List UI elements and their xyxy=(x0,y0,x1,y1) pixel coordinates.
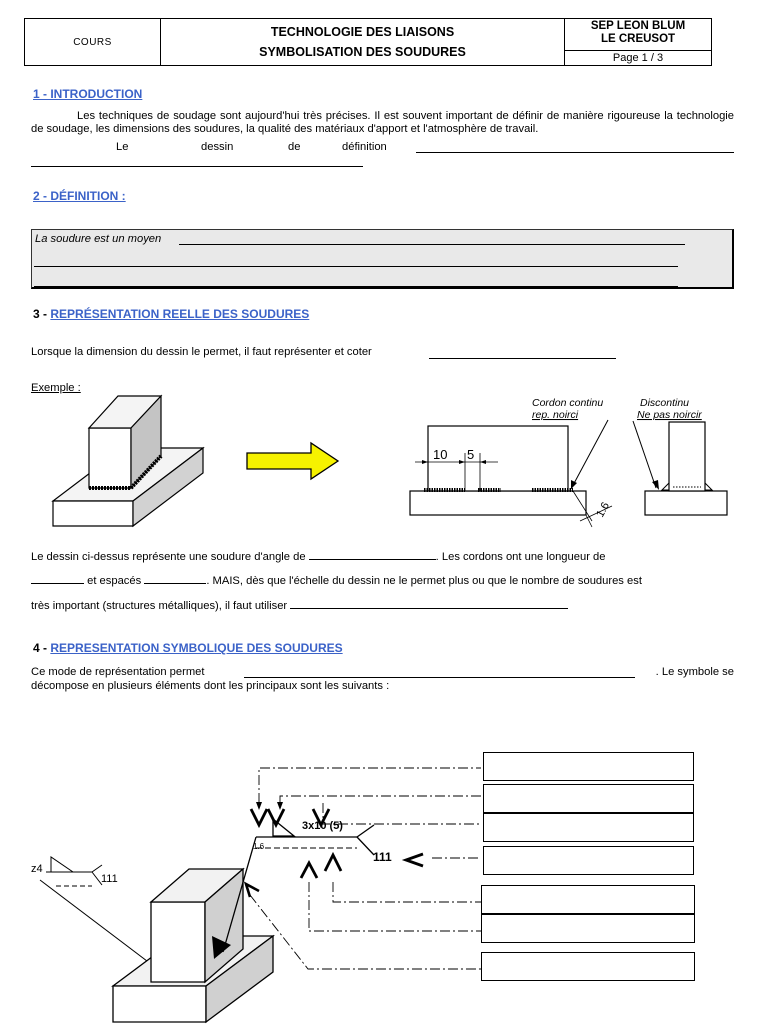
section-1-blank-line xyxy=(31,141,734,154)
word-le: Le xyxy=(116,141,129,153)
word-definition: définition xyxy=(342,141,387,153)
title-line-1: TECHNOLOGIE DES LIAISONS xyxy=(270,25,455,39)
example-label: Exemple : xyxy=(31,382,81,394)
doc-type: COURS xyxy=(25,19,161,65)
label-111: 111 xyxy=(373,850,392,864)
school-line-2: LE CREUSOT xyxy=(600,33,676,45)
label-z4: z4 xyxy=(31,863,43,875)
section-2-heading: 2 - DÉFINITION : xyxy=(33,189,126,203)
dim-5: 5 xyxy=(467,447,475,462)
section-3-blank xyxy=(429,358,616,359)
label-discontinu: Discontinu xyxy=(640,397,690,409)
s4-blank xyxy=(244,677,635,678)
dim-10: 10 xyxy=(433,447,448,462)
iso-weld-figure xyxy=(50,390,210,530)
label-ne-pas-noircir: Ne pas noircir xyxy=(637,409,702,421)
section-3-para-line3 xyxy=(31,598,734,613)
section-4-line2: décompose en plusieurs éléments dont les principaux sont les suivants : xyxy=(31,680,390,692)
section-1-text: Les techniques de soudage sont aujourd'hui très précises. Il est souvent important de définir de manière rigoureuse la technologie de soudage, les dimensions des soudures, la qualité des matériaux d'apport et l'atmosphère de travail. xyxy=(31,110,734,135)
section-3-title: REPRÉSENTATION REELLE DES SOUDURES xyxy=(50,307,310,321)
school-line-1: SEP LEON BLUM xyxy=(590,20,686,32)
definition-blank-2 xyxy=(34,266,678,267)
weld-dimension-figure xyxy=(405,393,735,533)
label-1-6: 1.6 xyxy=(253,842,265,851)
definition-text: La soudure est un moyen xyxy=(35,233,162,245)
blank-use xyxy=(290,598,568,609)
section-4-title: REPRESENTATION SYMBOLIQUE DES SOUDURES xyxy=(50,641,343,655)
section-4-line1 xyxy=(31,666,734,680)
section-1-heading: 1 - INTRODUCTION xyxy=(33,87,143,101)
blank-spacing xyxy=(144,573,206,584)
para2-text-b: . MAIS, dès que l'échelle du dessin ne le permet plus ou que le nombre de soudures est xyxy=(206,575,642,587)
header-table xyxy=(24,18,712,66)
para2-text-a: et espacés xyxy=(87,575,142,587)
blank-fill-1 xyxy=(416,152,734,153)
para3-text: très important (structures métalliques), il faut utiliser xyxy=(31,600,288,612)
school-cell xyxy=(565,19,711,65)
school-name xyxy=(565,20,711,46)
definition-box xyxy=(31,229,734,289)
label-111-small: 111 xyxy=(101,873,118,885)
definition-blank-1 xyxy=(179,244,685,245)
arrow-right-icon xyxy=(245,441,341,481)
page-number: Page 1 / 3 xyxy=(565,50,711,65)
section-3-para-line1 xyxy=(31,549,734,564)
s4-text-b: . Le symbole se xyxy=(655,666,734,678)
label-rep-noirci: rep. noirci xyxy=(532,409,579,421)
para1-text-a: Le dessin ci-dessus représente une soudure d'angle de xyxy=(31,551,306,563)
label-3x10-5: 3x10 (5) xyxy=(302,820,343,832)
section-3-number: 3 - xyxy=(33,307,48,321)
dim-1-6: 1.6 xyxy=(594,500,613,520)
section-3-heading xyxy=(33,307,309,321)
s4-text-a: Ce mode de représentation permet xyxy=(31,666,205,678)
weld-symbol-figure xyxy=(0,740,768,1024)
section-4-heading xyxy=(33,641,343,655)
label-cordon-continu: Cordon continu xyxy=(532,397,604,409)
blank-angle xyxy=(309,549,436,560)
definition-blank-3 xyxy=(34,286,678,287)
section-4-number: 4 - xyxy=(33,641,48,655)
section-3-sentence: Lorsque la dimension du dessin le permet, il faut représenter et coter xyxy=(31,346,372,358)
doc-title xyxy=(161,19,565,65)
word-dessin: dessin xyxy=(201,141,234,153)
section-3-para-line2 xyxy=(31,573,741,588)
word-de: de xyxy=(288,141,301,153)
blank-fill-2 xyxy=(31,166,363,167)
blank-length xyxy=(31,573,84,584)
para1-text-b: . Les cordons ont une longueur de xyxy=(435,551,606,563)
title-line-2: SYMBOLISATION DES SOUDURES xyxy=(259,45,466,59)
